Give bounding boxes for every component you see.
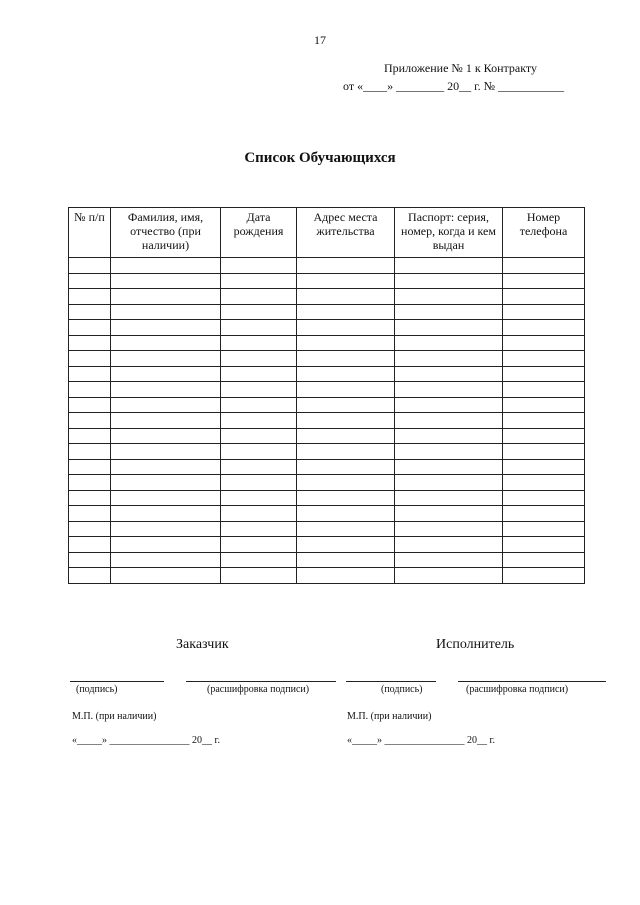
table-cell — [297, 366, 395, 382]
table-cell — [221, 273, 297, 289]
column-header-passport: Паспорт: серия, номер, когда и кем выдан — [395, 208, 503, 258]
table-cell — [395, 552, 503, 568]
students-table — [68, 207, 585, 584]
table-cell — [395, 304, 503, 320]
table-cell — [69, 351, 111, 367]
table-cell — [395, 273, 503, 289]
table-cell — [503, 506, 585, 522]
table-row — [69, 273, 585, 289]
table-cell — [221, 475, 297, 491]
customer-signature-decoding-line — [186, 681, 336, 682]
table-cell — [503, 273, 585, 289]
table-cell — [69, 320, 111, 336]
table-cell — [395, 568, 503, 584]
table-cell — [395, 289, 503, 305]
table-cell — [221, 320, 297, 336]
table-cell — [111, 521, 221, 537]
contractor-signature-line — [346, 681, 436, 682]
table-cell — [503, 428, 585, 444]
table-cell — [221, 366, 297, 382]
table-cell — [111, 304, 221, 320]
table-cell — [221, 335, 297, 351]
table-cell — [395, 490, 503, 506]
table-cell — [503, 351, 585, 367]
table-header-row — [69, 208, 585, 258]
table-row — [69, 351, 585, 367]
table-cell — [111, 506, 221, 522]
table-cell — [221, 521, 297, 537]
table-cell — [221, 490, 297, 506]
table-cell — [111, 289, 221, 305]
appendix-title: Приложение № 1 к Контракту — [384, 61, 537, 75]
table-row — [69, 382, 585, 398]
table-row — [69, 444, 585, 460]
table-cell — [69, 289, 111, 305]
table-cell — [395, 521, 503, 537]
table-cell — [503, 413, 585, 429]
table-cell — [297, 490, 395, 506]
table-row — [69, 335, 585, 351]
table-cell — [297, 382, 395, 398]
table-cell — [111, 428, 221, 444]
table-cell — [297, 320, 395, 336]
column-header-phone: Номер телефона — [503, 208, 585, 258]
table-cell — [69, 273, 111, 289]
table-cell — [395, 475, 503, 491]
table-cell — [221, 258, 297, 274]
column-header-address: Адрес места жительства — [297, 208, 395, 258]
table-cell — [221, 428, 297, 444]
table-cell — [395, 335, 503, 351]
column-header-full-name: Фамилия, имя, отчество (при наличии) — [111, 208, 221, 258]
table-row — [69, 459, 585, 475]
table-cell — [69, 537, 111, 553]
table-cell — [221, 351, 297, 367]
table-row — [69, 258, 585, 274]
table-cell — [297, 413, 395, 429]
table-cell — [221, 537, 297, 553]
table-cell — [221, 382, 297, 398]
table-cell — [395, 459, 503, 475]
table-cell — [297, 459, 395, 475]
page-number: 17 — [314, 33, 326, 47]
table-cell — [69, 444, 111, 460]
table-cell — [503, 490, 585, 506]
table-cell — [503, 366, 585, 382]
table-cell — [111, 366, 221, 382]
table-cell — [297, 258, 395, 274]
table-cell — [111, 382, 221, 398]
table-cell — [221, 289, 297, 305]
table-cell — [503, 304, 585, 320]
table-row — [69, 320, 585, 336]
table-cell — [111, 351, 221, 367]
table-cell — [503, 552, 585, 568]
table-cell — [69, 382, 111, 398]
table-cell — [69, 366, 111, 382]
table-cell — [221, 552, 297, 568]
table-cell — [111, 397, 221, 413]
table-cell — [69, 304, 111, 320]
table-cell — [503, 459, 585, 475]
table-cell — [297, 537, 395, 553]
table-cell — [221, 304, 297, 320]
table-cell — [111, 568, 221, 584]
contractor-title: Исполнитель — [436, 637, 515, 652]
table-row — [69, 521, 585, 537]
table-row — [69, 568, 585, 584]
table-cell — [111, 335, 221, 351]
customer-date-line: «_____» ________________ 20__ г. — [72, 735, 220, 746]
table-cell — [297, 568, 395, 584]
table-cell — [69, 397, 111, 413]
table-row — [69, 506, 585, 522]
column-header-number: № п/п — [69, 208, 111, 258]
table-cell — [395, 506, 503, 522]
table-cell — [297, 351, 395, 367]
table-cell — [297, 506, 395, 522]
contractor-signature-caption: (подпись) — [381, 684, 423, 695]
table-cell — [503, 568, 585, 584]
table-cell — [503, 475, 585, 491]
table-cell — [111, 475, 221, 491]
table-cell — [69, 428, 111, 444]
table-cell — [395, 366, 503, 382]
table-cell — [221, 444, 297, 460]
table-cell — [111, 258, 221, 274]
table-cell — [69, 552, 111, 568]
table-cell — [395, 258, 503, 274]
table-cell — [503, 537, 585, 553]
table-cell — [69, 258, 111, 274]
table-row — [69, 475, 585, 491]
table-cell — [69, 568, 111, 584]
table-cell — [395, 444, 503, 460]
table-cell — [503, 444, 585, 460]
contractor-date-line: «_____» ________________ 20__ г. — [347, 735, 495, 746]
table-cell — [297, 552, 395, 568]
table-cell — [221, 506, 297, 522]
table-cell — [69, 459, 111, 475]
customer-signature-decoding-caption: (расшифровка подписи) — [207, 684, 310, 695]
table-cell — [111, 413, 221, 429]
table-cell — [111, 444, 221, 460]
table-cell — [297, 428, 395, 444]
table-cell — [395, 320, 503, 336]
customer-stamp-label: М.П. (при наличии) — [72, 711, 157, 722]
table-cell — [395, 382, 503, 398]
table-cell — [503, 397, 585, 413]
column-header-birth-date: Дата рождения — [221, 208, 297, 258]
table-cell — [69, 475, 111, 491]
table-cell — [69, 335, 111, 351]
table-cell — [297, 397, 395, 413]
table-cell — [395, 537, 503, 553]
table-row — [69, 552, 585, 568]
table-cell — [111, 537, 221, 553]
table-cell — [297, 521, 395, 537]
table-cell — [221, 568, 297, 584]
table-cell — [503, 521, 585, 537]
table-cell — [503, 382, 585, 398]
table-row — [69, 397, 585, 413]
table-body — [69, 258, 585, 584]
table-row — [69, 304, 585, 320]
table-cell — [111, 490, 221, 506]
table-cell — [297, 273, 395, 289]
table-cell — [221, 459, 297, 475]
table-cell — [503, 289, 585, 305]
table-cell — [111, 320, 221, 336]
customer-signature-line — [70, 681, 164, 682]
table-cell — [69, 413, 111, 429]
table-cell — [221, 413, 297, 429]
table-cell — [395, 351, 503, 367]
table-cell — [111, 552, 221, 568]
contractor-signature-decoding-line — [458, 681, 606, 682]
contractor-signature-decoding-caption: (расшифровка подписи) — [466, 684, 569, 695]
table-cell — [297, 289, 395, 305]
table-cell — [69, 490, 111, 506]
table-cell — [395, 397, 503, 413]
table-cell — [297, 335, 395, 351]
contractor-stamp-label: М.П. (при наличии) — [347, 711, 432, 722]
document-title: Список Обучающихся — [244, 150, 396, 166]
customer-signature-caption: (подпись) — [76, 684, 118, 695]
table-row — [69, 490, 585, 506]
table-cell — [111, 273, 221, 289]
table-row — [69, 366, 585, 382]
table-cell — [297, 475, 395, 491]
table-cell — [69, 521, 111, 537]
table-cell — [503, 320, 585, 336]
table-row — [69, 428, 585, 444]
contract-reference-line: от «____» ________ 20__ г. № ___________ — [343, 79, 565, 93]
table-cell — [111, 459, 221, 475]
table-cell — [69, 506, 111, 522]
table-row — [69, 413, 585, 429]
table-cell — [221, 397, 297, 413]
table-cell — [395, 413, 503, 429]
table-cell — [503, 258, 585, 274]
table-row — [69, 537, 585, 553]
table-cell — [395, 428, 503, 444]
table-cell — [503, 335, 585, 351]
table-cell — [297, 444, 395, 460]
customer-title: Заказчик — [176, 637, 229, 652]
table-cell — [297, 304, 395, 320]
table-row — [69, 289, 585, 305]
